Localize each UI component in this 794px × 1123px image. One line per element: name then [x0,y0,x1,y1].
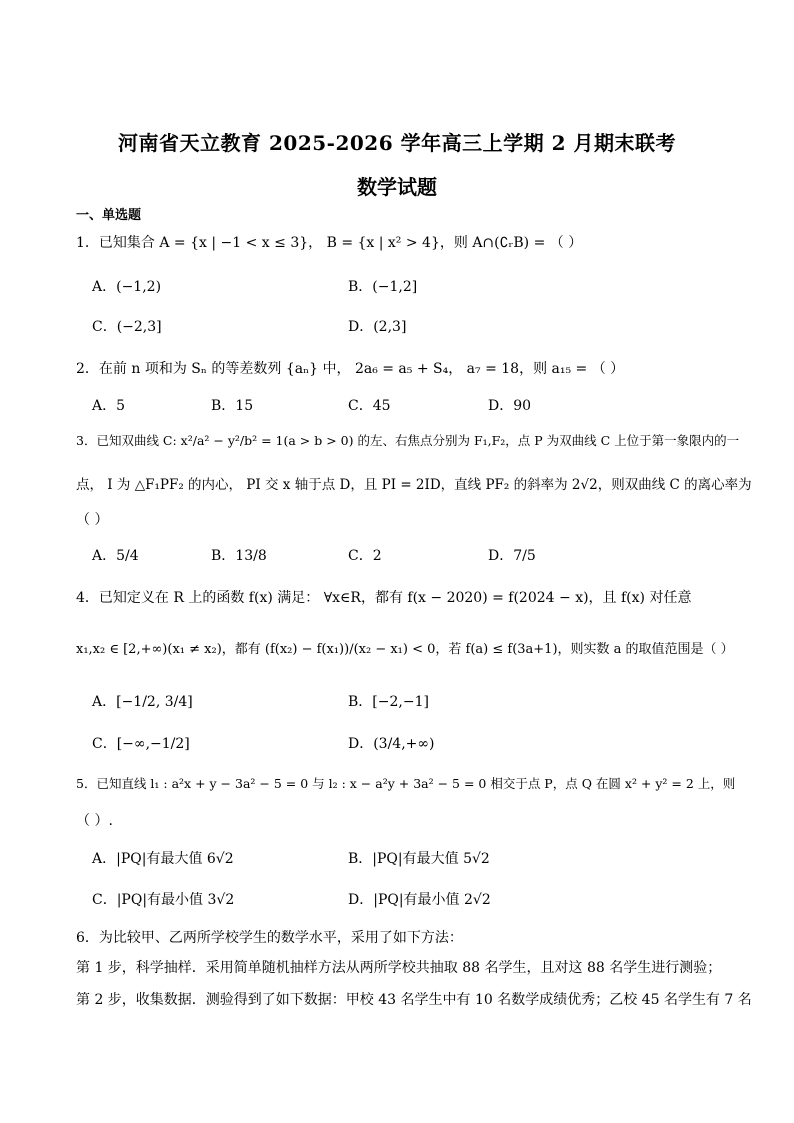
question-3-stem-line-2: 点， I 为 △F₁PF₂ 的内心， PI 交 x 轴于点 D，且 PI = 2ID，直线 PF₂ 的斜率为 2√2，则双曲线 C 的离心率为 [76,477,752,493]
question-2-option-d: D．90 [488,398,532,414]
question-5-stem-line-2: （ ）. [76,813,113,829]
question-4-option-a: A．[−1/2, 3/4] [92,694,193,710]
question-4-option-c: C．[−∞,−1/2] [92,736,190,752]
question-1-option-b: B．(−1,2] [348,279,418,295]
question-3-option-a: A．5/4 [92,548,139,564]
question-3-option-b: B．13/8 [211,548,267,564]
question-3-stem-line-1: 3．已知双曲线 C: x²/a² − y²/b² = 1(a > b > 0) 的左、右焦点分别为 F₁,F₂，点 P 为双曲线 C 上位于第一象限内的一 [76,433,740,448]
question-1-option-a: A．(−1,2) [92,279,162,295]
page-subtitle: 数学试题 [357,175,437,199]
question-2-option-b: B．15 [211,398,254,414]
page-title: 河南省天立教育 2025-2026 学年高三上学期 2 月期末联考 [118,131,676,155]
question-2-stem: 2．在前 n 项和为 Sₙ 的等差数列 {aₙ} 中， 2a₆ = a₅ + S₄， a₇ = 18，则 a₁₅ = （ ） [76,361,625,377]
question-3-stem-line-3: （ ） [76,512,109,528]
question-3-option-d: D．7/5 [488,548,536,564]
question-1-option-d: D．(2,3] [348,319,407,335]
question-1-option-c: C．(−2,3] [92,319,162,335]
question-4-option-d: D．(3/4,+∞) [348,736,435,752]
question-6-stem-line-2: 第 1 步，科学抽样．采用简单随机抽样方法从两所学校共抽取 88 名学生，且对这 88 名学生进行测验； [76,960,722,976]
section-heading: 一、单选题 [76,208,142,223]
question-3-option-c: C．2 [348,548,382,564]
question-4-stem-line-2: x₁,x₂ ∈ [2,+∞)(x₁ ≠ x₂)，都有 (f(x₂) − f(x₁))/(x₂ − x₁) < 0，若 f(a) ≤ f(3a+1)，则实数 a 的取值范围是（ ） [76,642,734,657]
question-6-stem-line-3: 第 2 步，收集数据．测验得到了如下数据：甲校 43 名学生中有 10 名数学成绩优秀；乙校 45 名学生有 7 名 [76,992,752,1008]
question-1-stem: 1．已知集合 A = {x | −1 < x ≤ 3}， B = {x | x² > 4}，则 A∩(∁ᵣB) = （ ） [76,235,583,251]
question-2-option-a: A．5 [92,398,126,414]
question-4-option-b: B．[−2,−1] [348,694,429,710]
question-4-stem-line-1: 4．已知定义在 R 上的函数 f(x) 满足： ∀x∈R，都有 f(x − 2020) = f(2024 − x)，且 f(x) 对任意 [76,590,692,606]
question-5-option-d: D．|PQ|有最小值 2√2 [348,892,491,908]
question-2-option-c: C．45 [348,398,391,414]
question-5-stem-line-1: 5．已知直线 l₁ : a²x + y − 3a² − 5 = 0 与 l₂ : x − a²y + 3a² − 5 = 0 相交于点 P，点 Q 在圆 x² + y² = 2 上，则 [76,776,736,791]
question-5-option-c: C．|PQ|有最小值 3√2 [92,892,235,908]
question-6-stem-line-1: 6．为比较甲、乙两所学校学生的数学水平，采用了如下方法： [76,930,463,946]
question-5-option-b: B．|PQ|有最大值 5√2 [348,851,490,867]
question-5-option-a: A．|PQ|有最大值 6√2 [92,851,234,867]
